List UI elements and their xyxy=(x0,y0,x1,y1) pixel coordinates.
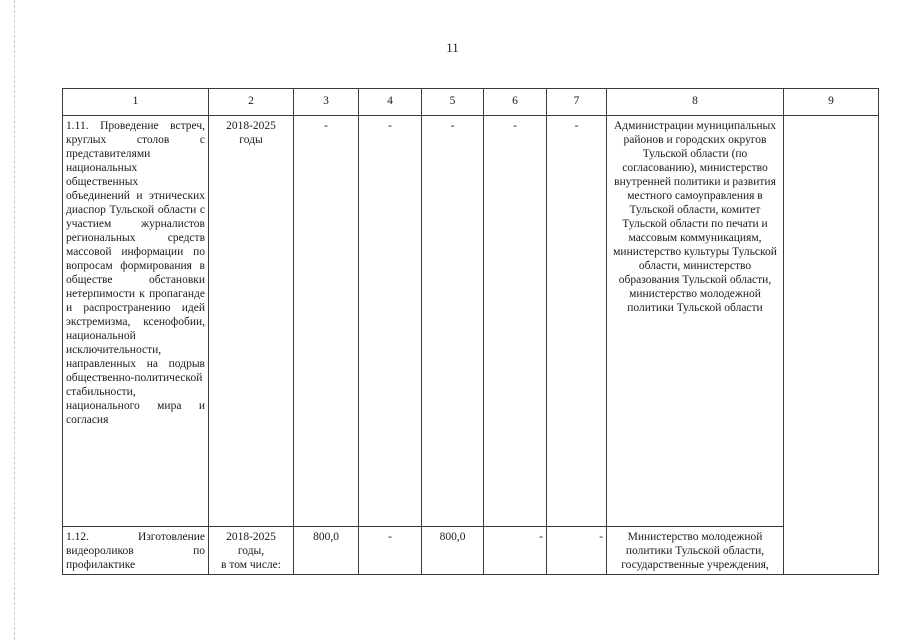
value-cell: - xyxy=(359,116,422,527)
column-header: 8 xyxy=(607,89,784,116)
column-header: 4 xyxy=(359,89,422,116)
measure-description: 1.12. Изготовление видеороликов по профилактике xyxy=(63,527,209,575)
column-header: 1 xyxy=(63,89,209,116)
column-header: 9 xyxy=(784,89,879,116)
measure-description: 1.11. Проведение встреч, круглых столов с представителями национальных общественных объединений и этнических диаспор Тульской области с участием журналистов региональных средств массовой информации по вопросам формирования в обществе обстановки нетерпимости к пропаганде и распространению идей экстремизма, ксенофобии, национальной исключительности, направленных на подрыв общественно-политической стабильности, национального мира и согласия xyxy=(63,116,209,527)
value-cell: 800,0 xyxy=(422,527,484,575)
header-row xyxy=(63,89,879,116)
value-cell: - xyxy=(547,527,607,575)
column-header: 2 xyxy=(209,89,294,116)
column-header: 5 xyxy=(422,89,484,116)
column-header: 7 xyxy=(547,89,607,116)
table-row xyxy=(63,116,879,527)
value-cell: - xyxy=(422,116,484,527)
value-cell: - xyxy=(359,527,422,575)
period-cell: 2018-2025 годы, в том числе: xyxy=(209,527,294,575)
column-header: 6 xyxy=(484,89,547,116)
executors-cell: Администрации муниципальных районов и городских округов Тульской области (по согласованию), министерство внутренней политики и развития местного самоуправления в Тульской области, комитет Тульской области по печати и массовым коммуникациям, министерство культуры Тульской области, министерство образования Тульской области, министерство молодежной политики Тульской области xyxy=(607,116,784,527)
column-header: 3 xyxy=(294,89,359,116)
value-cell: - xyxy=(547,116,607,527)
value-cell: - xyxy=(484,527,547,575)
executors-cell: Министерство молодежной политики Тульской области, государственные учреждения, xyxy=(607,527,784,575)
value-cell: - xyxy=(484,116,547,527)
program-table xyxy=(62,88,879,575)
period-cell: 2018-2025 годы xyxy=(209,116,294,527)
value-cell: - xyxy=(294,116,359,527)
table-row xyxy=(63,527,879,575)
left-margin-line xyxy=(14,0,15,640)
page-number: 11 xyxy=(446,40,459,55)
column-9-cell xyxy=(784,116,879,575)
value-cell: 800,0 xyxy=(294,527,359,575)
